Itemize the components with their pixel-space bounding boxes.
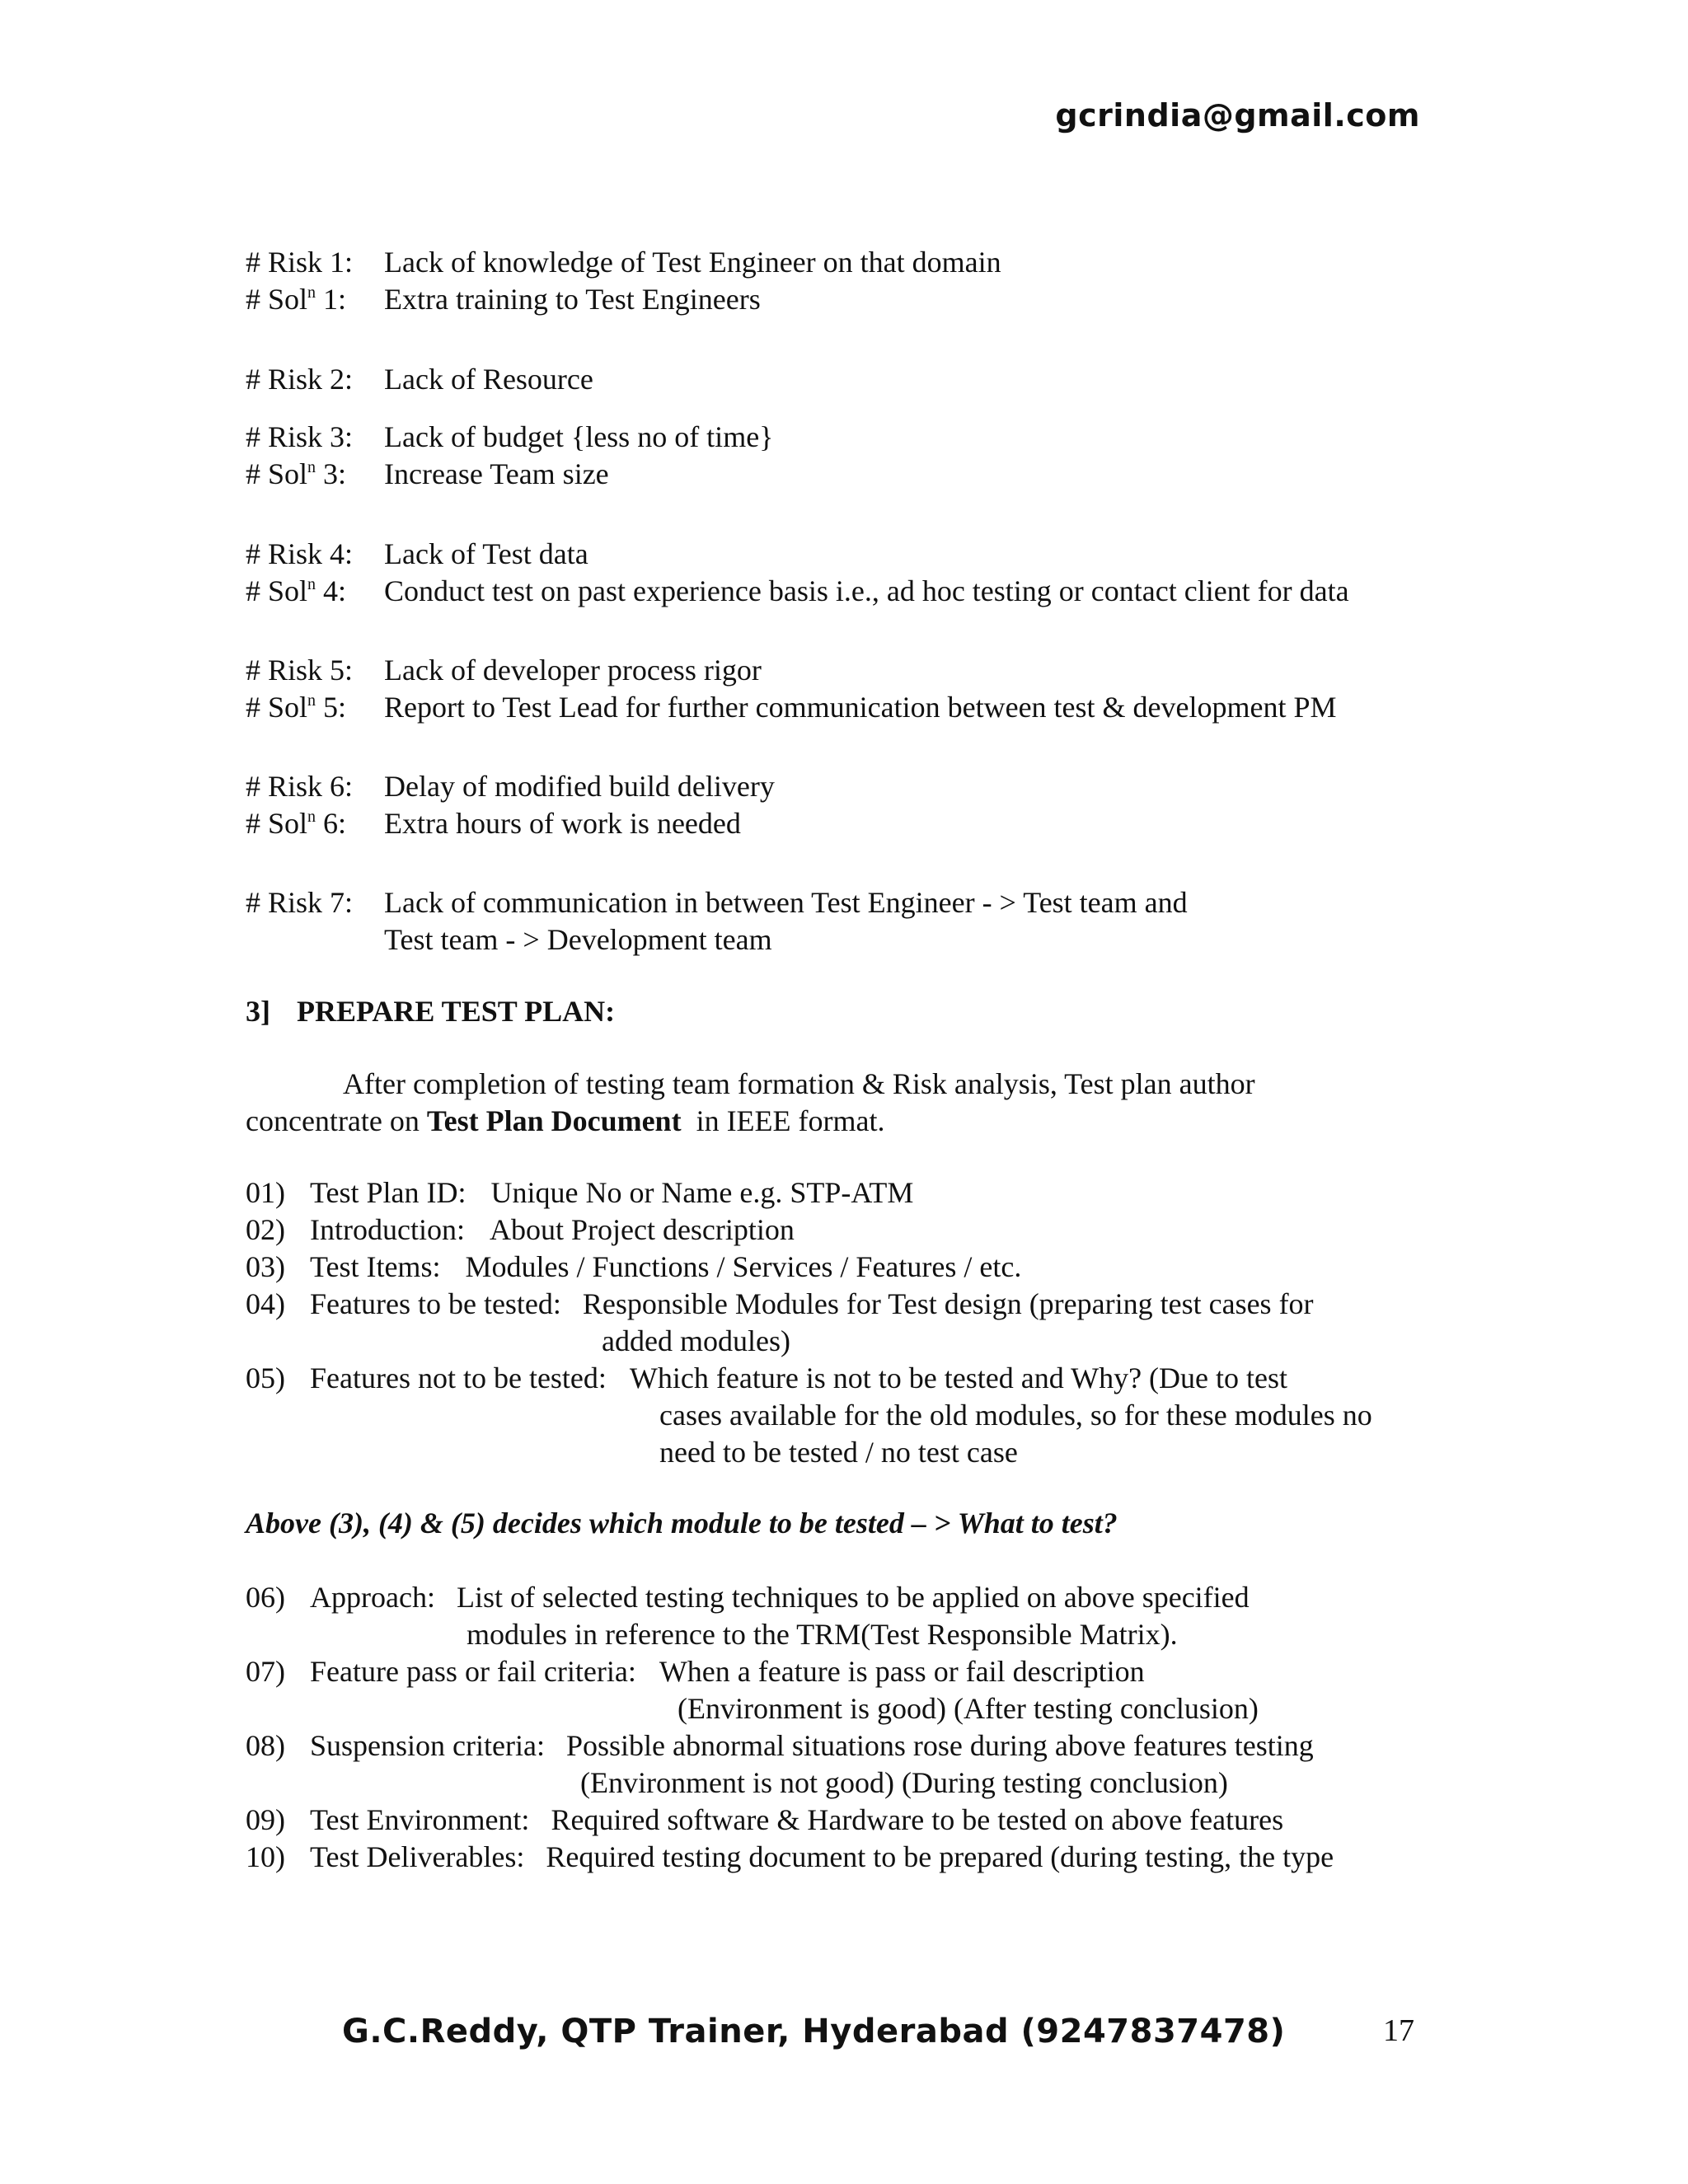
list-item: [246, 1579, 1441, 1653]
risk-line: [246, 244, 1001, 281]
item-description-continuation: cases available for the old modules, so for these modules no: [659, 1399, 1372, 1432]
list-item: [246, 1727, 1441, 1802]
item-description-continuation: (Environment is good) (After testing conclusion): [678, 1692, 1259, 1725]
risk-text: Lack of knowledge of Test Engineer on that domain: [384, 246, 1001, 279]
risk-text: Lack of Resource: [384, 363, 593, 396]
section-number: 3]: [246, 995, 270, 1028]
item-description: Modules / Functions / Services / Features / etc.: [465, 1250, 1022, 1283]
risk-tag: # Risk 6:: [246, 770, 354, 803]
risk-tag: # Risk 4:: [246, 537, 354, 570]
risk-group-2: [246, 361, 593, 398]
item-number: 07): [246, 1655, 285, 1688]
list-item: [246, 1286, 1441, 1360]
list-item: [246, 1839, 1441, 1876]
item-description: Required software & Hardware to be tested on above features: [551, 1803, 1284, 1836]
item-description: Unique No or Name e.g. STP-ATM: [490, 1176, 914, 1209]
test-plan-items-a: [246, 1174, 1441, 1471]
item-description: Responsible Modules for Test design (preparing test cases for: [582, 1287, 1314, 1320]
solution-text: Report to Test Lead for further communication between test & development PM: [384, 691, 1337, 724]
solution-text: Increase Team size: [384, 457, 609, 490]
item-number: 03): [246, 1250, 285, 1283]
risk-group-7: [246, 884, 1188, 958]
section-heading: [246, 993, 615, 1030]
page-number: 17: [1383, 2013, 1414, 2048]
test-plan-items-b: [246, 1579, 1441, 1876]
solution-line: [246, 281, 1001, 318]
risk-line: [246, 884, 1188, 921]
item-number: 04): [246, 1287, 285, 1320]
solution-text: Extra training to Test Engineers: [384, 283, 761, 316]
item-number: 10): [246, 1840, 285, 1873]
bold-term: Test Plan Document: [426, 1104, 682, 1137]
list-item: [246, 1212, 1441, 1249]
risk-tag: # Risk 3:: [246, 420, 354, 453]
risk-group-1: [246, 244, 1001, 318]
risk-group-6: [246, 768, 775, 842]
item-label: Features to be tested:: [310, 1287, 561, 1320]
solution-tag: # Sol$^n$ 5:: [246, 691, 347, 724]
item-label: Test Environment:: [310, 1803, 530, 1836]
footer-author: G.C.Reddy, QTP Trainer, Hyderabad (9247837478): [342, 2013, 1286, 2050]
risk-text-continuation: Test team - > Development team: [384, 923, 772, 956]
list-item: [246, 1653, 1441, 1727]
risk-line: [246, 652, 1337, 689]
emphasis-note: Above (3), (4) & (5) decides which module to be tested – > What to test?: [246, 1507, 1118, 1540]
item-label: Test Items:: [310, 1250, 441, 1283]
risk-tag: # Risk 5:: [246, 654, 354, 687]
item-number: 05): [246, 1361, 285, 1394]
risk-group-5: [246, 652, 1337, 726]
intro-paragraph: [246, 1066, 1441, 1140]
solution-text: Extra hours of work is needed: [384, 807, 741, 840]
risk-tag: # Risk 7:: [246, 886, 354, 919]
risk-tag: # Risk 1:: [246, 246, 354, 279]
solution-line: [246, 456, 773, 493]
risk-text: Delay of modified build delivery: [384, 770, 775, 803]
item-label: Test Deliverables:: [310, 1840, 525, 1873]
item-number: 06): [246, 1581, 285, 1614]
risk-group-3: [246, 419, 773, 493]
item-description: About Project description: [489, 1213, 795, 1246]
solution-tag: # Sol$^n$ 4:: [246, 574, 347, 607]
item-number: 01): [246, 1176, 285, 1209]
list-item: [246, 1174, 1441, 1212]
solution-tag: # Sol$^n$ 1:: [246, 283, 347, 316]
item-label: Introduction:: [310, 1213, 465, 1246]
item-description: Possible abnormal situations rose during above features testing: [565, 1729, 1314, 1762]
item-number: 08): [246, 1729, 285, 1762]
solution-tag: # Sol$^n$ 6:: [246, 807, 347, 840]
item-description-continuation: added modules): [602, 1324, 790, 1357]
item-label: Test Plan ID:: [310, 1176, 467, 1209]
risk-line: [246, 768, 775, 805]
list-item: [246, 1802, 1441, 1839]
risk-text: Lack of communication in between Test Engineer - > Test team and: [384, 886, 1188, 919]
item-number: 02): [246, 1213, 285, 1246]
item-label: Approach:: [310, 1581, 435, 1614]
item-description-continuation: (Environment is not good) (During testing conclusion): [580, 1766, 1228, 1799]
risk-line: [246, 361, 593, 398]
risk-tag: # Risk 2:: [246, 363, 354, 396]
section-title: PREPARE TEST PLAN:: [297, 995, 616, 1028]
solution-tag: # Sol$^n$ 3:: [246, 457, 347, 490]
item-label: Feature pass or fail criteria:: [310, 1655, 636, 1688]
header-email: gcrindia@gmail.com: [1055, 97, 1420, 134]
item-description: When a feature is pass or fail description: [659, 1655, 1145, 1688]
risk-group-4: [246, 536, 1349, 610]
item-description: Required testing document to be prepared (during testing, the type: [546, 1840, 1334, 1873]
solution-line: [246, 689, 1337, 726]
intro-line-2: concentrate on Test Plan Document in IEEE format.: [246, 1104, 885, 1137]
intro-line-1: After completion of testing team formation & Risk analysis, Test plan author: [343, 1067, 1255, 1100]
item-label: Suspension criteria:: [310, 1729, 545, 1762]
item-description-continuation: modules in reference to the TRM(Test Responsible Matrix).: [467, 1618, 1178, 1651]
risk-text: Lack of Test data: [384, 537, 588, 570]
list-item: [246, 1360, 1441, 1471]
risk-line: [246, 536, 1349, 573]
item-number: 09): [246, 1803, 285, 1836]
solution-line: [246, 573, 1349, 610]
item-description-continuation: need to be tested / no test case: [659, 1436, 1018, 1469]
item-description: Which feature is not to be tested and Why? (Due to test: [629, 1361, 1288, 1394]
solution-line: [246, 805, 775, 842]
risk-text: Lack of budget {less no of time}: [384, 420, 774, 453]
item-label: Features not to be tested:: [310, 1361, 607, 1394]
risk-text: Lack of developer process rigor: [384, 654, 762, 687]
risk-line: [246, 419, 773, 456]
item-description: List of selected testing techniques to be applied on above specified: [456, 1581, 1250, 1614]
solution-text: Conduct test on past experience basis i.e., ad hoc testing or contact client for data: [384, 574, 1349, 607]
list-item: [246, 1249, 1441, 1286]
